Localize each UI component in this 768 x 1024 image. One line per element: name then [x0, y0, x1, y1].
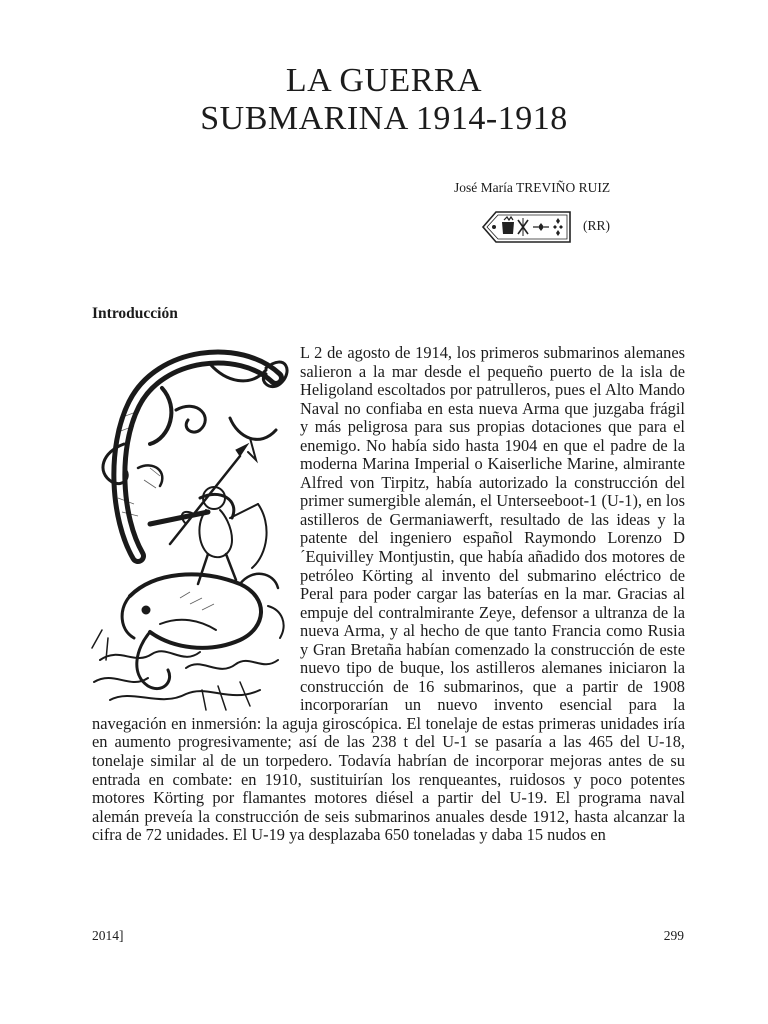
body-paragraph	[92, 344, 685, 845]
rank-label: (RR)	[583, 218, 610, 233]
article-title-line-1: LA GUERRA	[285, 62, 483, 99]
page-number: 299	[663, 928, 684, 943]
article-title-line-2: SUBMARINA 1914-1918	[200, 100, 568, 137]
dropcap-spacer	[92, 344, 300, 714]
body-paragraph-text: L 2 de agosto de 1914, los primeros submarinos alemanes salieron a la mar desde el pequeño puerto de la isla de Heligoland escoltados por patrulleros, pues el Alto Mando Naval no confiaba en esta nueva Arma que juzgaba frágil y más peligrosa para sus propias dotaciones que para el enemigo. No había sido hasta 1904 en que el padre de la moderna Marina Imperial o Kaiserliche Marine, almirante Alfred von Tirpitz, había autorizado la construcción del primer sumergible alemán, el Unterseeboot-1 (U-1), en los astilleros de Germaniawerft, resultado de las ideas y la patente del ingeniero español Raymondo Lorenzo D´Equivilley Montjustin, que había añadido dos motores de petróleo Körting al invento del submarino eléctrico de Peral para poder cargar las baterías en la mar. Gracias al empuje del contralmirante Zeye, defensor a ultranza de la nueva Arma, y al hecho de que tanto Francia como Rusia y Gran Bretaña habían comenzado la construcción de este nuevo tipo de buque, los astilleros alemanes iniciaron la construcción de 16 submarinos, que a partir de 1908 incorporarían un nuevo invento esencial para la navegación en inmersión: la aguja giroscópica. El tonelaje de estas primeras unidades iría en aumento progresivamente; así de las 238 t del U-1 se pasaría a las 465 del U-18, tonelaje similar al de un torpedero. Todavía habrían de incorporar mejoras antes de su entrada en combate: en 1910, sustituirían los renqueantes, ruidosos y poco potentes motores Körting por flamantes motores diésel a partir del U-19. El programa naval alemán preveía la construcción de seis submarinos anuales desde 1912, hasta alcanzar la cifra de 72 unidades. El U-19 ya desplazaba 650 toneladas y daba 15 nudos en	[92, 343, 685, 845]
footer-issue: 2014]	[92, 928, 124, 943]
article-title	[0, 62, 768, 138]
naval-rank-insignia-icon	[480, 208, 572, 246]
section-heading: Introducción	[92, 305, 178, 322]
author-name: José María TREVIÑO RUIZ	[454, 180, 611, 195]
